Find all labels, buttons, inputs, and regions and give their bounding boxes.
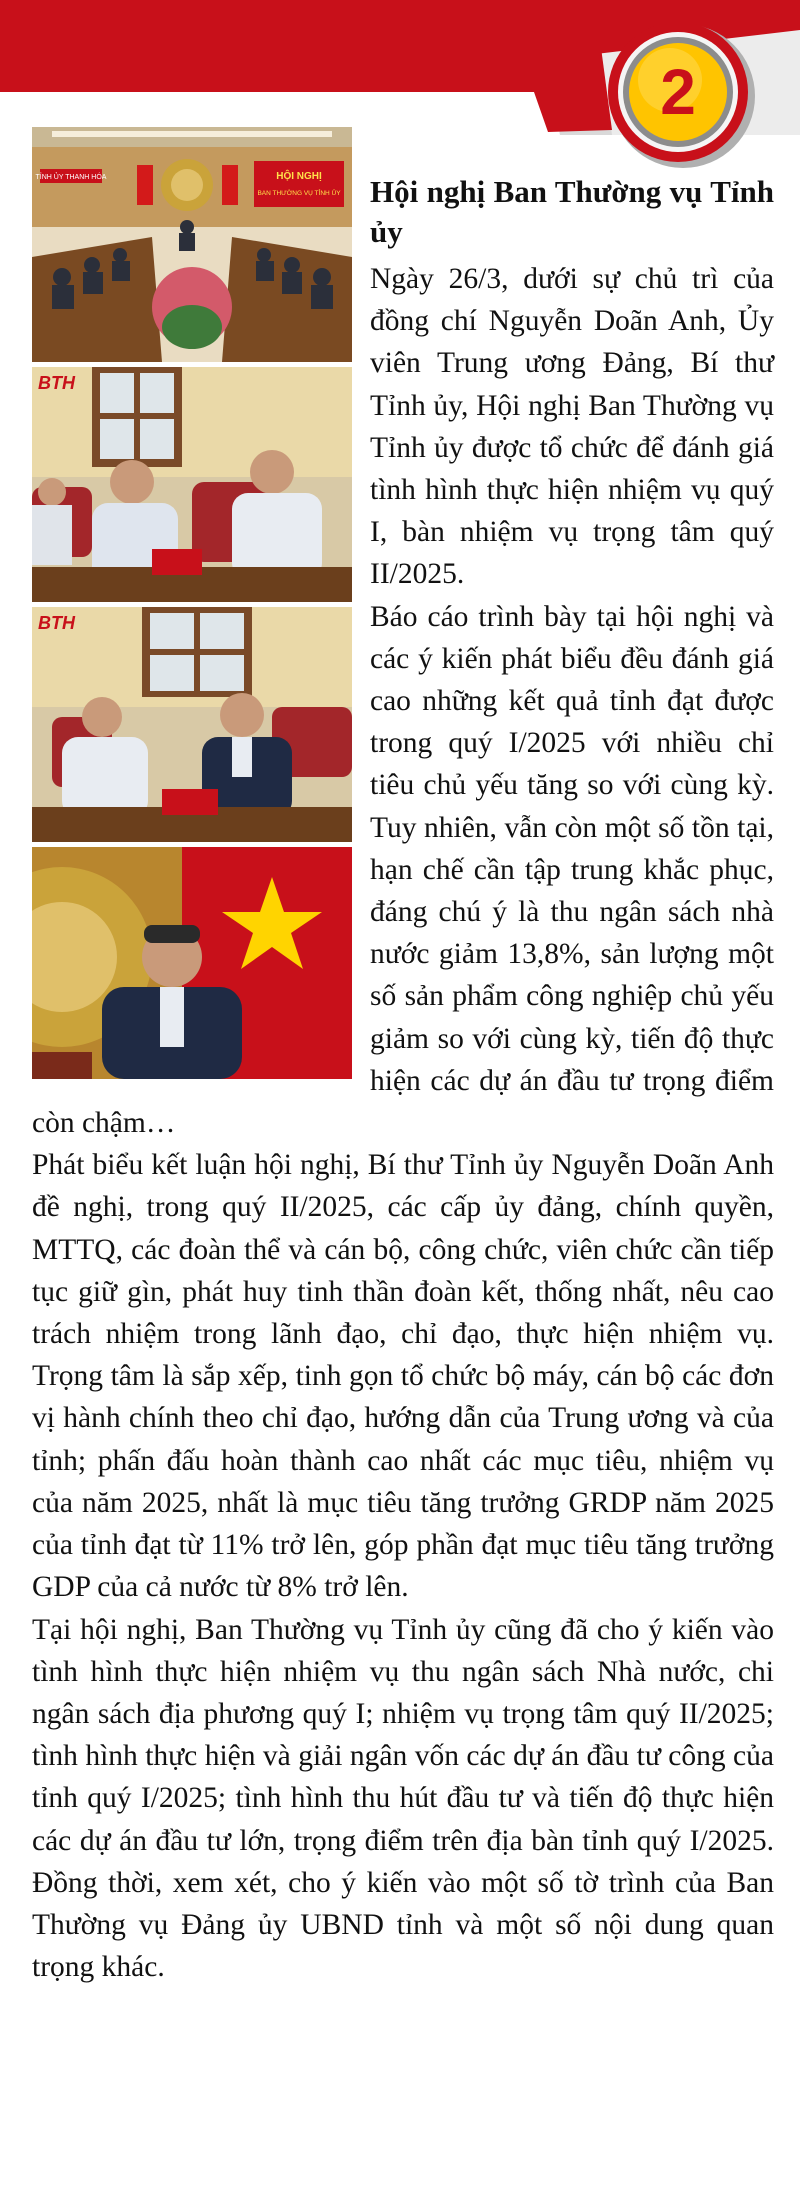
section-number-badge: 2 bbox=[660, 56, 696, 128]
svg-text:BAN THƯỜNG VỤ TỈNH ỦY: BAN THƯỜNG VỤ TỈNH ỦY bbox=[257, 190, 341, 197]
photo-float-spacer bbox=[32, 172, 370, 1084]
article-paragraph-2: Báo cáo trình bày tại hội nghị và các ý kiến phát biểu đều đánh giá cao những kết quả tỉnh đạt được trong quý I/2025 với nhiều chỉ tiêu chủ yếu tăng so với cùng kỳ. Tuy nhiên, vẫn còn một số tồn tại, hạn chế cần tập trung khắc phục, đáng chú ý là thu ngân sách nhà nước giảm 13,8%, sản lượng một số sản phẩm công nghiệp chủ yếu giảm so với cùng kỳ, tiến độ thực hiện các dự án đầu tư trọng điểm còn chậm… bbox=[32, 600, 774, 1140]
article-paragraph-1: Ngày 26/3, dưới sự chủ trì của đồng chí Nguyễn Doãn Anh, Ủy viên Trung ương Đảng, Bí thư Tỉnh ủy, Hội nghị Ban Thường vụ Tỉnh ủy được tổ chức để đánh giá tình hình thực hiện nhiệm vụ quý I, bàn nhiệm vụ trọng tâm quý II/2025. bbox=[370, 263, 774, 591]
article-paragraph-3: Phát biểu kết luận hội nghị, Bí thư Tỉnh ủy Nguyễn Doãn Anh đề nghị, trong quý II/2025, các cấp ủy đảng, chính quyền, MTTQ, các đoàn thể và cán bộ, công chức, viên chức cần tiếp tục giữ gìn, phát huy tinh thần đoàn kết, thống nhất, nêu cao trách nhiệm trong lãnh đạo, chỉ đạo, thực hiện nhiệm vụ. Trọng tâm là sắp xếp, tinh gọn tổ chức bộ máy, cán bộ các đơn vị hành chính theo chỉ đạo, hướng dẫn của Trung ương và của tỉnh; phấn đấu hoàn thành cao nhất các mục tiêu, nhiệm vụ của năm 2025, nhất là mục tiêu tăng trưởng GRDP năm 2025 của tỉnh đạt từ 11% trở lên, góp phần đạt mục tiêu tăng trưởng GDP của cả nước từ 8% trở lên. bbox=[32, 1149, 774, 1604]
bth-logo: BTH bbox=[38, 373, 75, 393]
article-paragraph-4: Tại hội nghị, Ban Thường vụ Tỉnh ủy cũng đã cho ý kiến vào tình hình thực hiện nhiệm vụ thu ngân sách Nhà nước, chi ngân sách địa phương quý I; nhiệm vụ trọng tâm quý II/2025; tình hình thực hiện và giải ngân vốn các dự án đầu tư công của tỉnh quý I/2025; tình hình thu hút đầu tư và tiến độ thực hiện các dự án đầu tư lớn, trọng điểm trên địa bàn tỉnh quý I/2025. Đồng thời, xem xét, cho ý kiến vào một số tờ trình của Ban Thường vụ Đảng ủy UBND tỉnh và một số nội dung quan trọng khác. bbox=[32, 1613, 774, 1984]
sign-left: TỈNH ỦY THANH HÓA bbox=[35, 174, 107, 181]
article-title: Hội nghị Ban Thường vụ Tỉnh ủy bbox=[370, 174, 774, 249]
svg-text:HỘI NGHỊ: HỘI NGHỊ bbox=[276, 171, 322, 182]
article bbox=[32, 172, 774, 1988]
bth-logo: BTH bbox=[38, 613, 75, 633]
